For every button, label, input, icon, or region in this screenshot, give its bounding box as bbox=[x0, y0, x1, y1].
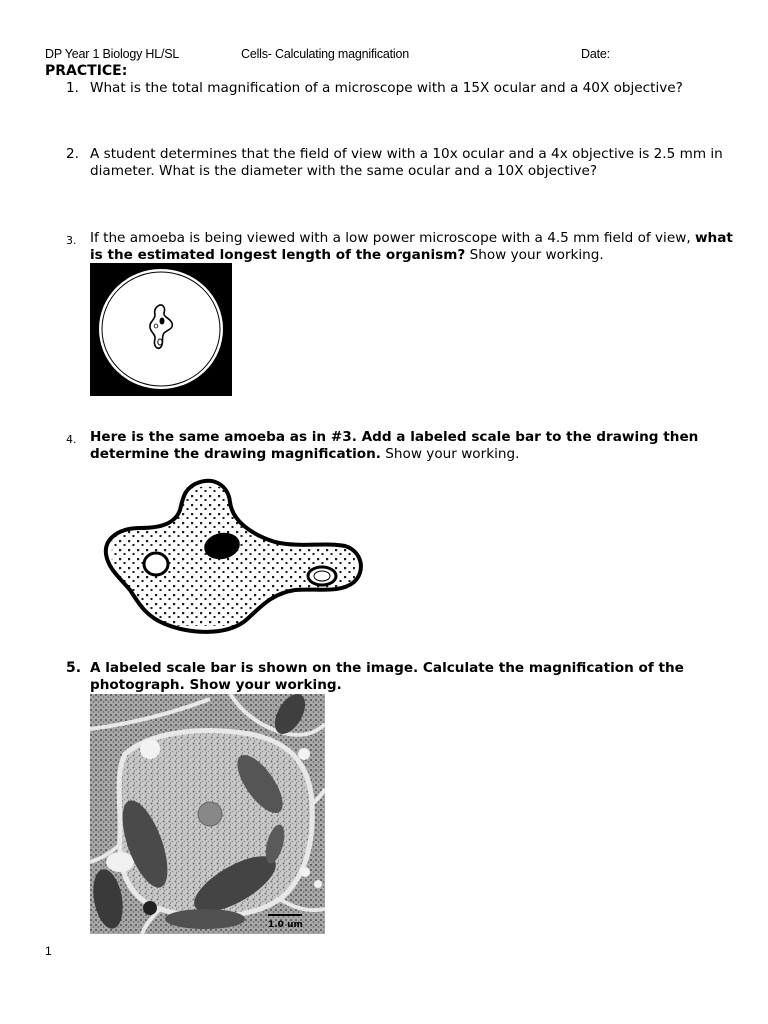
question-number: 4. bbox=[66, 433, 77, 446]
question-number: 2. bbox=[66, 146, 79, 162]
question-text: A student determines that the field of view with a 10x ocular and a 4x objective is 2.5 mm in diameter. What is the diameter with the same ocular and a 10X objective? bbox=[90, 146, 723, 179]
question-number: 5. bbox=[66, 660, 82, 676]
section-title: PRACTICE: bbox=[45, 63, 128, 79]
question-text: If the amoeba is being viewed with a low power microscope with a 4.5 mm field of view, what is the estimated longest length of the organism? Show your working. bbox=[90, 230, 733, 263]
question-5 bbox=[66, 660, 746, 694]
question-text: What is the total magnification of a microscope with a 15X ocular and a 40X objective? bbox=[90, 80, 683, 96]
cell-micrograph bbox=[90, 694, 325, 934]
question-1 bbox=[66, 80, 746, 97]
question-text: A labeled scale bar is shown on the image. Calculate the magnification of the photograph. Show your working. bbox=[90, 660, 684, 693]
page-number: 1 bbox=[45, 944, 52, 958]
question-2 bbox=[66, 146, 746, 180]
question-text: Here is the same amoeba as in #3. Add a labeled scale bar to the drawing then determine the drawing magnification. Show your working. bbox=[90, 429, 699, 462]
question-4 bbox=[66, 429, 746, 463]
scale-bar-label: 1.0 um bbox=[268, 920, 303, 930]
header-topic: Cells- Calculating magnification bbox=[241, 47, 409, 61]
question-number: 3. bbox=[66, 234, 77, 247]
header-course: DP Year 1 Biology HL/SL bbox=[45, 47, 180, 61]
question-3 bbox=[66, 230, 746, 264]
header-date-label: Date: bbox=[581, 47, 610, 61]
field-of-view-figure bbox=[90, 263, 232, 396]
amoeba-drawing bbox=[100, 476, 370, 636]
question-number: 1. bbox=[66, 80, 79, 96]
